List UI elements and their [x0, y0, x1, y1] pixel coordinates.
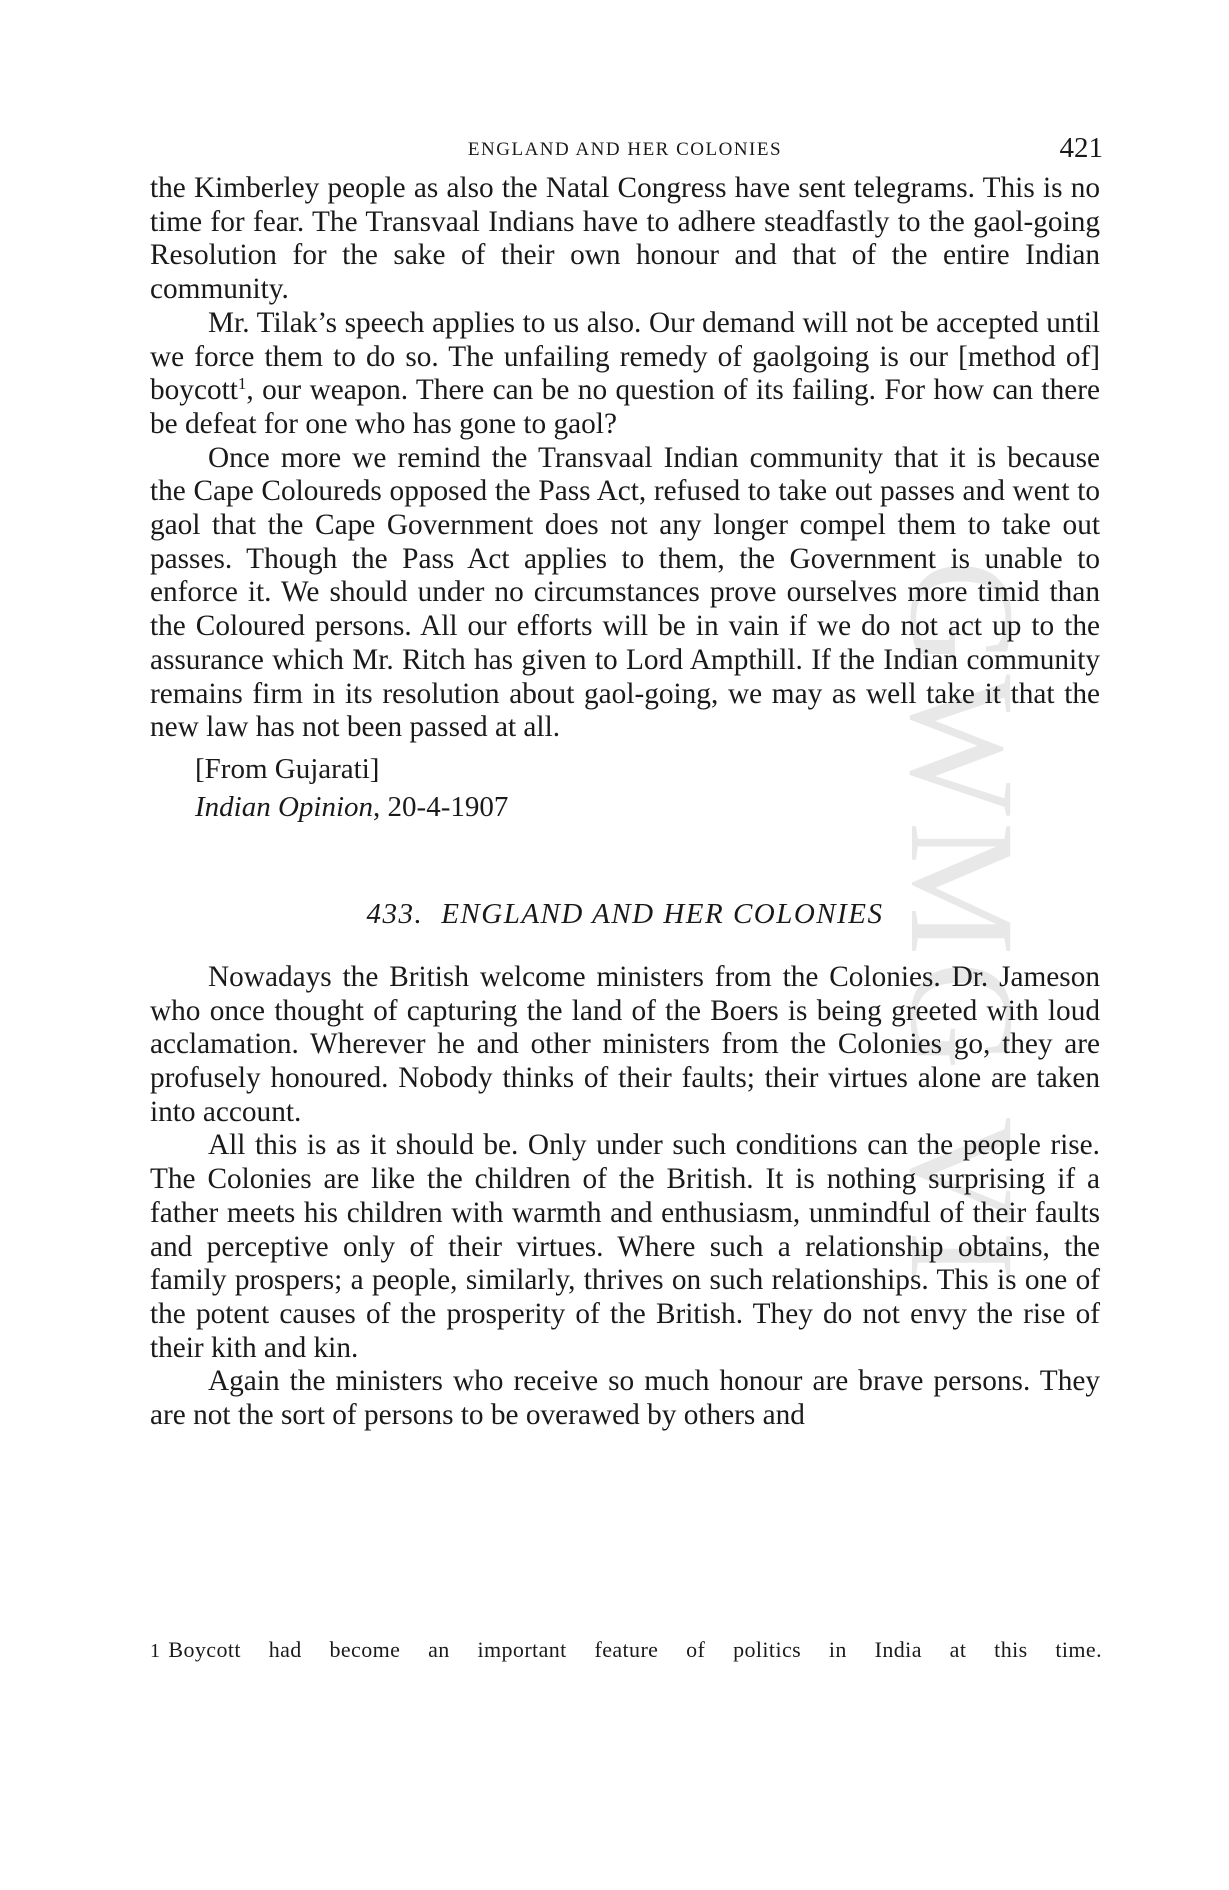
source-publication-line: [195, 788, 1100, 826]
section-number: 433.: [366, 897, 424, 930]
footnote-mark: 1: [150, 1640, 161, 1662]
running-header: [150, 128, 1103, 172]
footnote-reference[interactable]: 1: [237, 374, 247, 394]
paragraph-tilak: [150, 307, 1100, 442]
section-title: ENGLAND AND HER COLONIES: [441, 897, 884, 930]
running-title: ENGLAND AND HER COLONIES: [467, 139, 783, 160]
page-content: [150, 128, 1103, 1433]
footnote: [150, 1635, 1102, 1666]
watermark-text: GWMG VI: [879, 560, 1045, 1287]
paragraph-brave-persons: Again the ministers who receive so much honour are brave persons. They are not the sort of persons to be overawed by others and: [150, 1365, 1100, 1432]
paragraph-continued: the Kimberley people as also the Natal Congress have sent telegrams. This is no time for fear. The Transvaal Indians have to adhere steadfastly to the gaol-going Resolution for the sake of their own honour and that of the entire Indian community.: [150, 172, 1100, 306]
paragraph-cape-coloureds: Once more we remind the Transvaal Indian community that it is because the Cape Coloureds opposed the Pass Act, refused to take out passes and went to gaol that the Cape Government does not any longer compel them to take out passes. Though the Pass Act applies to them, the Government is unable to enforce it. We should under no circumstances prove ourselves more timid than the Coloured persons. All our efforts will be in vain if we do not act up to the assurance which Mr. Ritch has given to Lord Ampthill. If the Indian community remains firm in its resolution about gaol-going, we may as well take it that the new law has not been passed at all.: [150, 441, 1100, 744]
footnote-text: Boycott had become an important feature of politics in India at this time.: [168, 1637, 1102, 1662]
paragraph-nowadays: Nowadays the British welcome ministers from the Colonies. Dr. Jameson who once thought of capturing the land of the Boers is being greeted with loud acclamation. Wherever he and other ministers from the Colonies go, they are profusely honoured. Nobody thinks of their faults; their virtues alone are taken into account.: [150, 960, 1100, 1128]
source-date: , 20-4-1907: [373, 790, 509, 823]
paragraph-tilak-text-before: Mr. Tilak’s speech applies to us also. Our demand will not be accepted until we force them to do so. The unfailing remedy of gaolgoing is our [method of] boycott: [150, 306, 1100, 407]
source-publication: Indian Opinion: [195, 790, 374, 823]
body-text-top: [150, 172, 1100, 745]
body-text-section: [150, 961, 1100, 1433]
page-number: 421: [1059, 132, 1103, 164]
paragraph-as-it-should-be: All this is as it should be. Only under such conditions can the people rise. The Colonies are like the children of the British. It is nothing surprising if a father meets his children with warmth and enthusiasm, unmindful of their faults and perceptive only of their virtues. Where such a relationship obtains, the family prospers; a people, similarly, thrives on such relationships. This is one of the potent causes of the prosperity of the British. They do not envy the rise of their kith and kin.: [150, 1129, 1100, 1364]
source-citation: [195, 750, 1100, 826]
paragraph-tilak-text-after: , our weapon. There can be no question of its failing. For how can there be defeat for one who has gone to gaol?: [150, 374, 1100, 440]
source-language-note: [From Gujarati]: [195, 752, 380, 785]
section-heading: [150, 898, 1100, 931]
